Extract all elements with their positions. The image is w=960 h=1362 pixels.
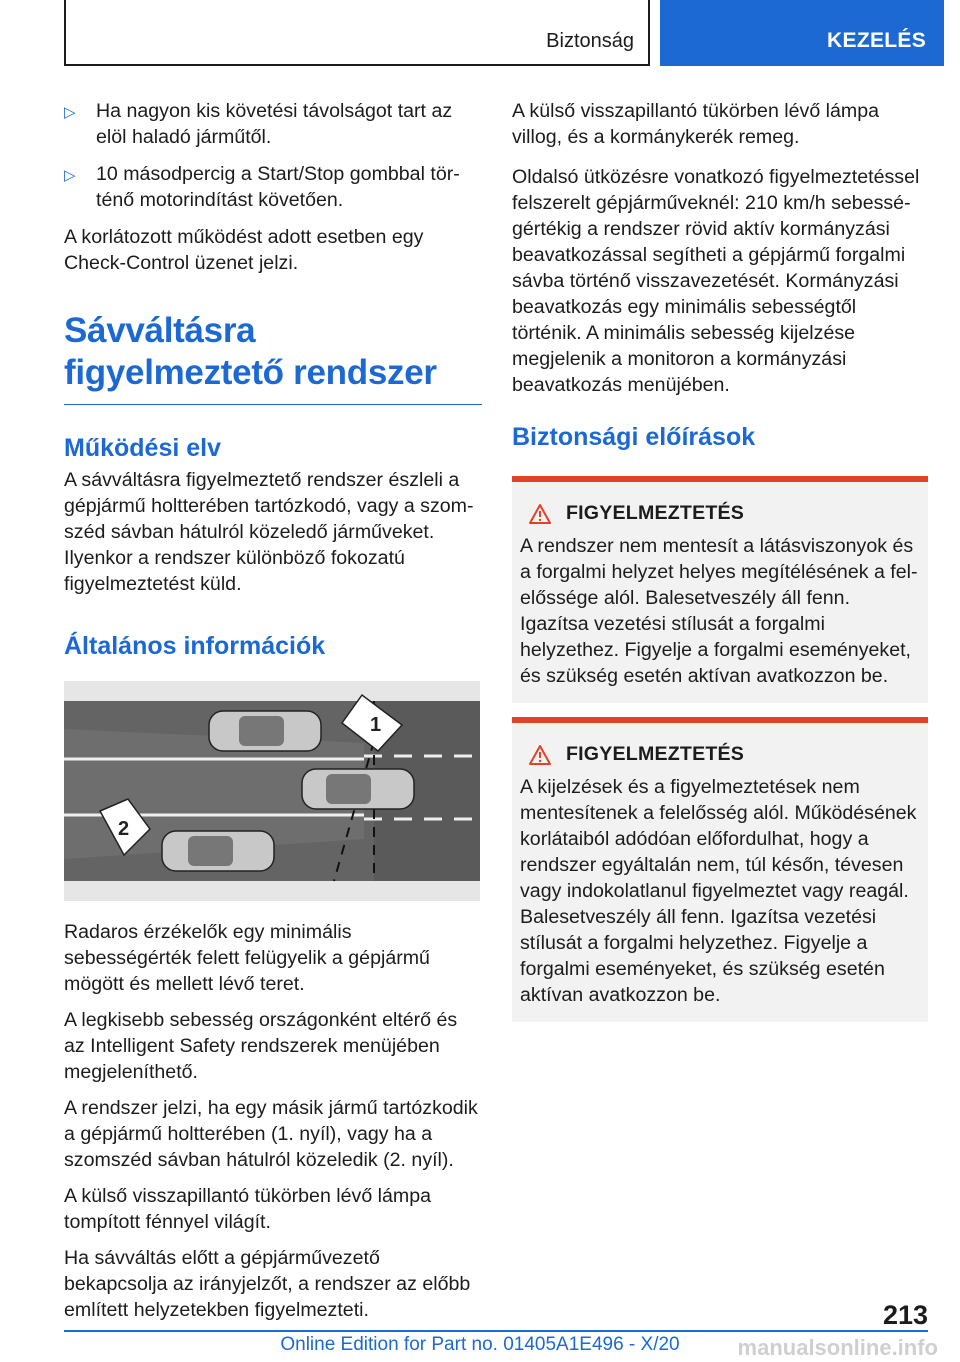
warning-title-row: [520, 743, 920, 766]
left-column: [64, 98, 482, 1333]
warning-title: FIGYELMEZTETÉS: [566, 502, 745, 524]
bullet-triangle-icon: ▷: [64, 167, 76, 184]
warning-triangle-icon: [528, 744, 552, 766]
warning-title: FIGYELMEZTETÉS: [566, 743, 745, 765]
chapter-title: KEZELÉS: [827, 29, 926, 52]
car-blind-spot: [209, 711, 321, 751]
paragraph: A külső visszapillantó tükörben lévő lámpa villog, és a kormánykerék remeg.: [512, 100, 880, 148]
arrow-1-label: 1: [370, 714, 382, 736]
right-column: [512, 98, 928, 1036]
illustration-svg: [64, 681, 480, 901]
bullet-item: ▷ 10 másodpercig a Start/Stop gombbal történő motorindítást követően.: [64, 163, 460, 211]
paragraph: A sávváltásra figyelmeztető rendszer észleli a gépjármű holtterében tartózkodó, vagy a szomszéd sávban hátulról közeledő járműveket. Ilyenkor a rendszer különböző fokozatú figyelmeztetést küld.: [64, 469, 474, 595]
footer-edition: Online Edition for Part no. 01405A1E496 - X/20: [280, 1334, 680, 1355]
chapter-tab: [660, 0, 944, 66]
bullet-triangle-icon: ▷: [64, 104, 76, 121]
paragraph: A rendszer jelzi, ha egy másik jármű tartózkodik a gépjármű holtterében (1. nyíl), vagy ha a szomszéd sávban hátulról közeledik (2. nyíl).: [64, 1097, 478, 1171]
heading-safety: Biztonsági előírások: [512, 423, 756, 451]
lane-change-illustration: [64, 681, 480, 901]
paragraph: A korlátozott működést adott esetben egy Check-Control üzenet jelzi.: [64, 226, 424, 274]
paragraph: A külső visszapillantó tükörben lévő lámpa tompított fénnyel világít.: [64, 1185, 432, 1233]
warning-triangle-icon: [528, 503, 552, 525]
car-own-vehicle: [302, 769, 414, 809]
watermark: manualsonline.info: [737, 1335, 938, 1360]
page-number: 213: [882, 1300, 928, 1330]
footer-divider: [64, 1330, 928, 1332]
warning-box: [512, 476, 928, 703]
heading-principle: Működési elv: [64, 434, 221, 462]
bullet-item: ▷ Ha nagyon kis követési távolságot tart az elöl haladó járműtől.: [64, 100, 453, 148]
warning-text: A kijelzések és a figyelmeztetések nem mentesítenek a felelősség alól. Működésének korlátaiból adódóan előfordulhat, hogy a rendszer egyáltalán nem, túl későn, tévesen vagy indokolatlanul figyelmeztet vagy reagál. Balesetveszély áll fenn. Igazítsa vezetési stílusát a forgalmi helyzethez. Figyelje a forgalmi eseményeket, és szükség esetén aktívan avatkozzon be.: [520, 776, 917, 1006]
warning-box: [512, 717, 928, 1022]
heading-general-info: Általános információk: [64, 632, 326, 660]
paragraph: A legkisebb sebesség országonként eltérő és az Intelligent Safety rendszerek menüjében megjeleníthető.: [64, 1009, 458, 1083]
warning-text: A rendszer nem mentesít a látásviszonyok és a forgalmi helyzet helyes megítélésének a felelőssége alól. Balesetveszély áll fenn. Igazítsa vezetési stílusát a forgalmi helyzethez. Figyelje a forgalmi eseményeket, és szükség esetén aktívan avatkozzon be.: [520, 535, 918, 687]
section-title: Biztonság: [546, 30, 634, 52]
car-approaching: [162, 831, 274, 871]
paragraph: Oldalsó ütközésre vonatkozó figyelmeztetéssel felszerelt gépjárműveknél: 210 km/h sebességértékig a rendszer rövid aktív kormányzási beavatkozással segítheti a gépjármű forgalmi sávba történő visszavezetését. Kormányzási beavatkozás egy minimális sebességtől történik. A minimális sebesség kijelzése megjelenik a monitoron a kormányzási beavatkozás menüjében.: [512, 166, 920, 396]
arrow-2-label: 2: [118, 818, 130, 840]
paragraph: Ha sávváltás előtt a gépjárművezető bekapcsolja az irányjelzőt, a rendszer az előbb említett helyzetekben figyelmezteti.: [64, 1247, 471, 1321]
main-heading: Sávváltásra figyelmeztető rendszer: [64, 310, 482, 405]
paragraph: Radaros érzékelők egy minimális sebességérték felett felügyelik a gépjármű mögött és mellett lévő teret.: [64, 921, 430, 995]
header-section-box: [64, 0, 650, 66]
warning-title-row: [520, 502, 920, 525]
